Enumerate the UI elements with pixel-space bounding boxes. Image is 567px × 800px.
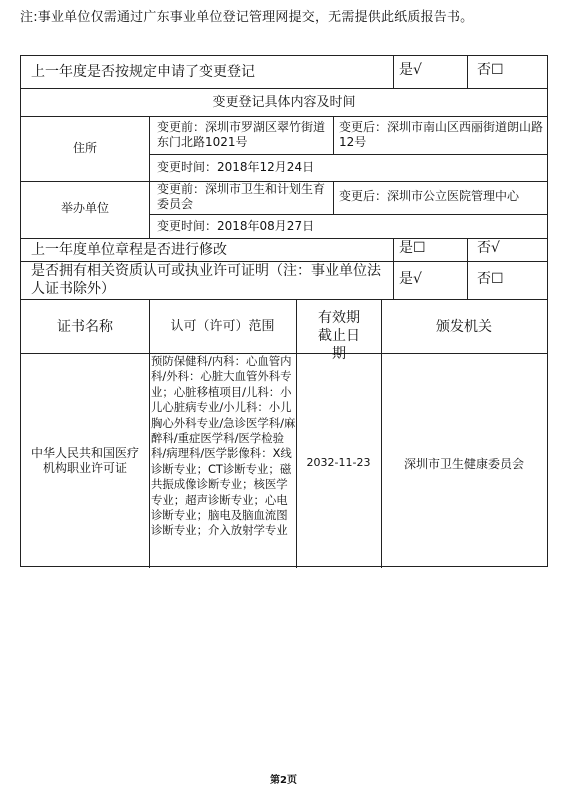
- q3-no-checkbox[interactable]: 否☐: [477, 271, 504, 287]
- cert-name: 中华人民共和国医疗机构职业许可证: [30, 446, 139, 475]
- field-sponsor: 举办单位: [60, 201, 109, 215]
- submission-note: 注:事业单位仅需通过广东事业单位登记管理网提交，无需提供此纸质报告书。: [20, 10, 474, 25]
- report-table: [20, 55, 548, 567]
- address-change-time: 变更时间：2018年12月24日: [157, 160, 315, 174]
- q2-no-checkbox[interactable]: 否√: [477, 240, 500, 256]
- license-scope: 预防保健科/内科：心血管内科/外科：心脏大血管外科专业；心脏移植项目/儿科：小儿心脏病专业/小儿科：小儿胸心外科专业/急诊医学科/麻醉科/重症医学科/医学检验科/病理科/医学影像科：X线诊断专业；CT诊断专业；磁共振成像诊断专业；核医学专业；超声诊断专业；心电诊断专业；脑电及脑血流图诊断专业；介入放射学专业: [151, 354, 296, 538]
- q1-yes-checkbox[interactable]: 是√: [399, 62, 422, 78]
- q2-yes-checkbox[interactable]: 是☐: [399, 240, 426, 256]
- header-cert-name: 证书名称: [57, 319, 113, 335]
- header-expiry: 有效期截止日期: [318, 310, 360, 362]
- q3-yes-checkbox[interactable]: 是√: [399, 271, 422, 287]
- header-scope: 认可（许可）范围: [170, 319, 275, 334]
- field-address: 住所: [72, 141, 97, 155]
- q3-label: 是否拥有相关资质认可或执业许可证明（注：事业单位法人证书除外）: [31, 263, 381, 297]
- sponsor-after: 变更后：深圳市公立医院管理中心: [339, 189, 520, 203]
- license-authority: 深圳市卫生健康委员会: [403, 457, 524, 471]
- header-authority: 颁发机关: [436, 319, 492, 335]
- q1-no-checkbox[interactable]: 否☐: [477, 62, 504, 78]
- q1-label: 上一年度是否按规定申请了变更登记: [31, 64, 255, 80]
- change-section-title: 变更登记具体内容及时间: [212, 95, 356, 110]
- license-expiry: 2032-11-23: [306, 456, 371, 469]
- address-before: 变更前：深圳市罗湖区翠竹街道东门北路1021号: [157, 120, 326, 149]
- page-number: 第2页: [270, 775, 297, 786]
- sponsor-before: 变更前：深圳市卫生和计划生育委员会: [157, 182, 326, 211]
- address-after: 变更后：深圳市南山区西丽街道朗山路12号: [339, 120, 544, 149]
- q2-label: 上一年度单位章程是否进行修改: [31, 242, 227, 258]
- sponsor-change-time: 变更时间：2018年08月27日: [157, 219, 315, 233]
